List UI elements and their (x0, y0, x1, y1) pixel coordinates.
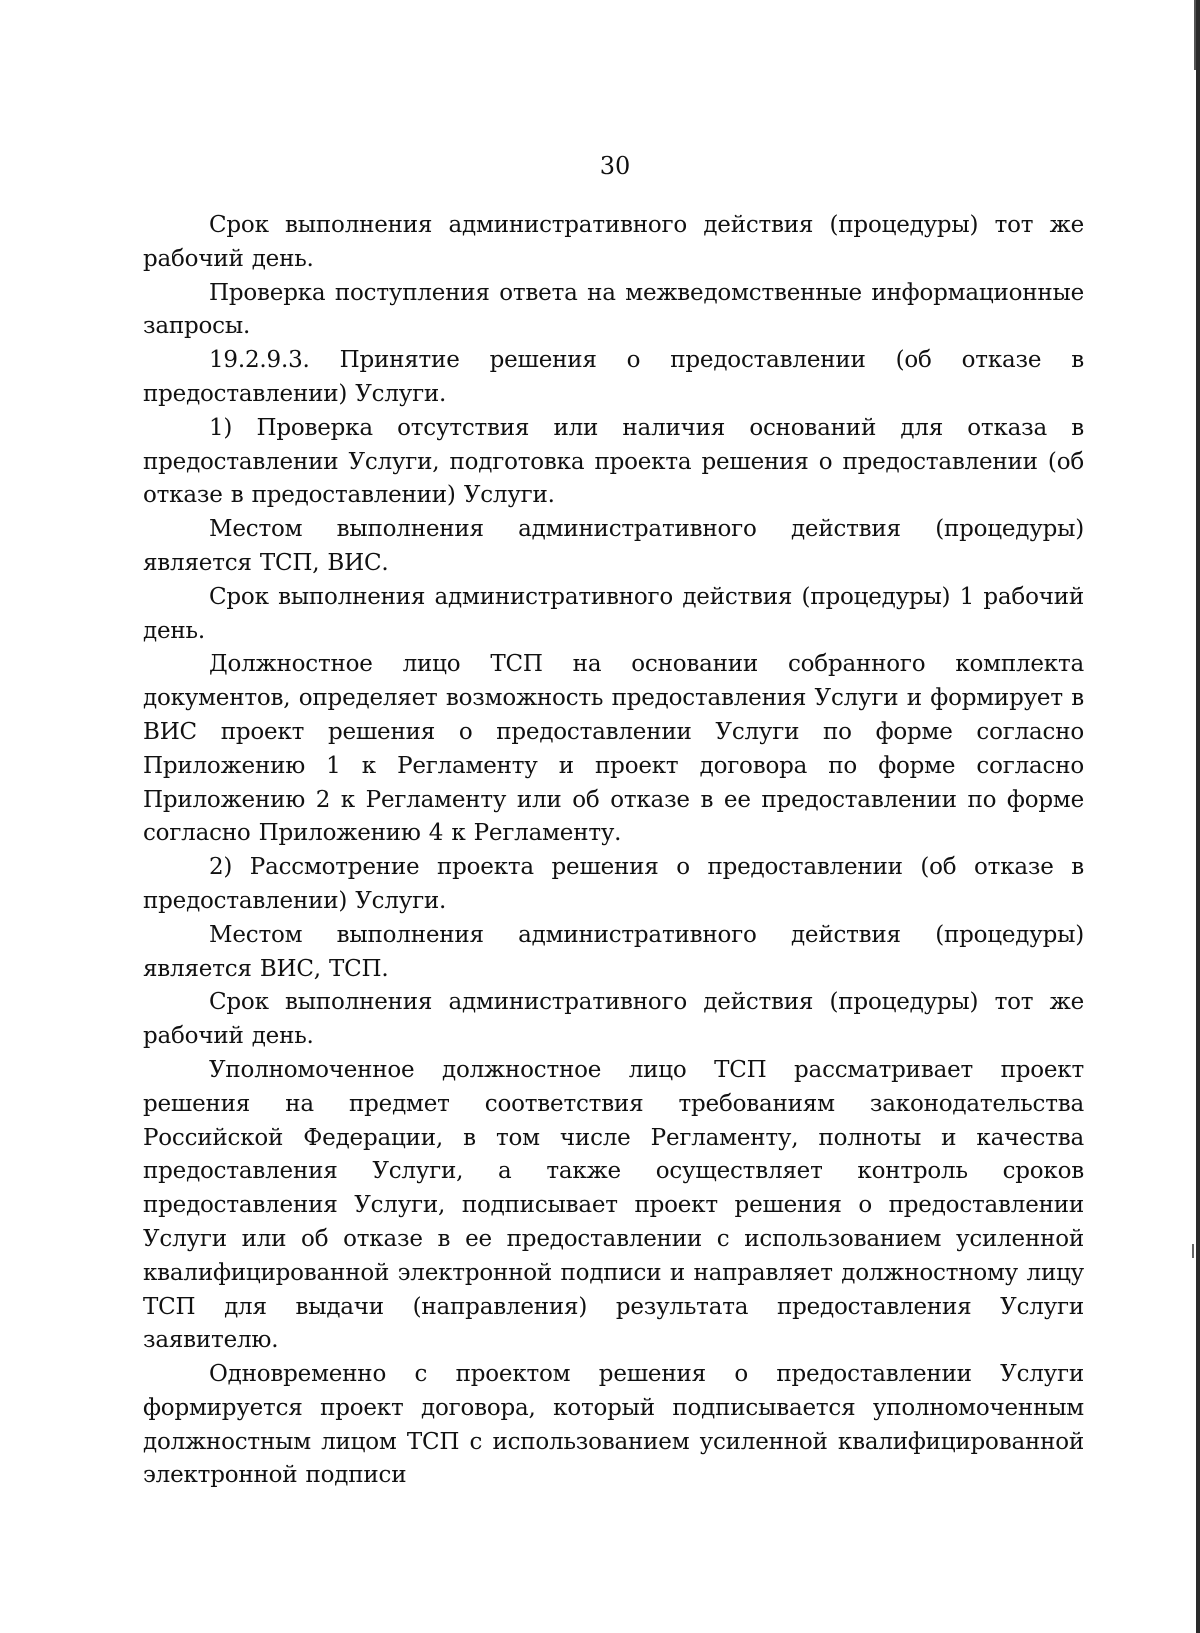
paragraph-authorized-official-review: Уполномоченное должностное лицо ТСП рассматривает проект решения на предмет соответствия требованиям законодательства Российской Федерации, в том числе Регламенту, полноты и качества предоставления Услуги, а также осуществляет контроль сроков предоставления Услуги, подписывает проект решения о предоставлении Услуги или об отказе в ее предоставлении с использованием усиленной квалифицированной электронной подписи и направляет должностному лицу ТСП для выдачи (направления) результата предоставления Услуги заявителю. (143, 1056, 1084, 1354)
paragraph-section-19-2-9-3: 19.2.9.3. Принятие решения о предоставлении (об отказе в предоставлении) Услуги. (143, 347, 1084, 407)
paragraph-step-2: 2) Рассмотрение проекта решения о предоставлении (об отказе в предоставлении) Услуги. (143, 854, 1084, 914)
paragraph-check-response: Проверка поступления ответа на межведомственные информационные запросы. (143, 279, 1084, 340)
page-number: 30 (599, 152, 631, 180)
paragraph-contract-draft: Одновременно с проектом решения о предоставлении Услуги формируется проект договора, который подписывается уполномоченным должностным лицом ТСП с использованием усиленной квалифицированной электронной подписи (143, 1361, 1084, 1489)
paragraph-place-2: Местом выполнения административного действия (процедуры) является ВИС, ТСП. (143, 921, 1084, 982)
paragraph-step-1: 1) Проверка отсутствия или наличия оснований для отказа в предоставлении Услуги, подготовка проекта решения о предоставлении (об отказе в предоставлении) Услуги. (143, 414, 1084, 509)
scan-edge-mark (1192, 1244, 1194, 1258)
scan-edge (1196, 0, 1200, 1633)
paragraph-official-forms-decision: Должностное лицо ТСП на основании собранного комплекта документов, определяет возможность предоставления Услуги и формирует в ВИС проект решения о предоставлении Услуги по форме согласно Приложению 1 к Регламенту и проект договора по форме согласно Приложению 2 к Регламенту или об отказе в ее предоставлении по форме согласно Приложению 4 к Регламенту. (143, 651, 1084, 847)
document-body (143, 209, 1084, 1493)
paragraph-term-1-day: Срок выполнения административного действия (процедуры) 1 рабочий день. (143, 583, 1084, 644)
paragraph-place-1: Местом выполнения административного действия (процедуры) является ТСП, ВИС. (143, 516, 1084, 576)
scan-edge-shadow (1194, 0, 1196, 70)
paragraph-term-same-day-1: Срок выполнения административного действия (процедуры) тот же рабочий день. (143, 212, 1084, 272)
paragraph-term-same-day-2: Срок выполнения административного действия (процедуры) тот же рабочий день. (143, 989, 1084, 1050)
